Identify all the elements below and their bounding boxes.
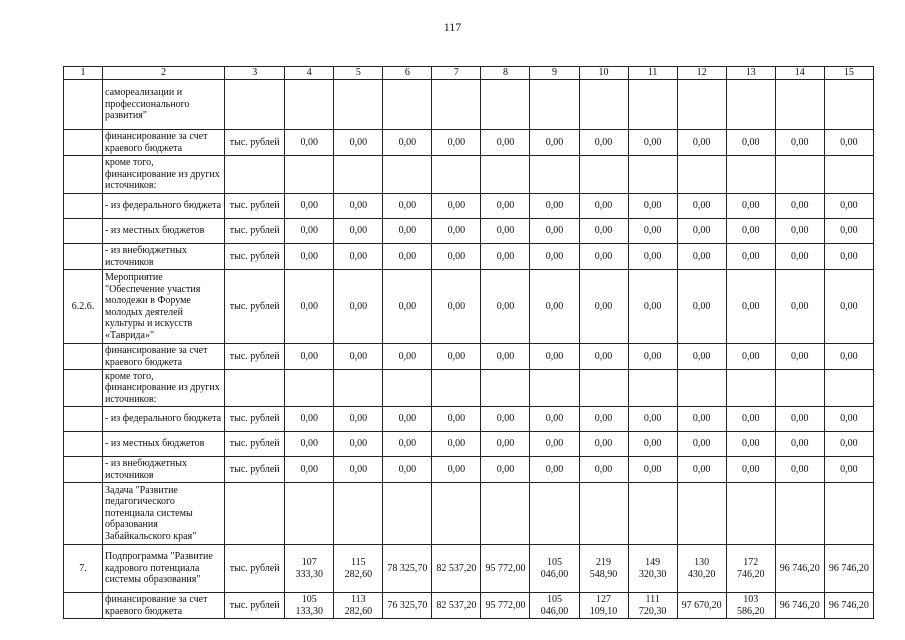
value-cell: 0,00: [579, 344, 628, 370]
item-number: [64, 80, 103, 130]
value-cell: [334, 370, 383, 407]
value-cell: 0,00: [285, 244, 334, 270]
item-name: - из местных бюджетов: [103, 219, 225, 244]
item-name: Мероприятие "Обеспечение участия молодежи в Форуме молодых деятелей культуры и искусств «Таврида»": [103, 270, 225, 344]
value-cell: 0,00: [628, 194, 677, 219]
value-cell: [775, 80, 824, 130]
value-cell: 0,00: [579, 457, 628, 483]
unit-cell: [225, 156, 285, 194]
value-cell: 0,00: [628, 244, 677, 270]
value-cell: 0,00: [432, 457, 481, 483]
value-cell: 0,00: [481, 219, 530, 244]
value-cell: [530, 156, 579, 194]
value-cell: 0,00: [677, 194, 726, 219]
value-cell: 0,00: [432, 432, 481, 457]
value-cell: 0,00: [628, 219, 677, 244]
value-cell: 0,00: [824, 407, 873, 432]
value-cell: [481, 483, 530, 545]
value-cell: 0,00: [677, 432, 726, 457]
value-cell: 0,00: [726, 244, 775, 270]
value-cell: 105 046,00: [530, 593, 579, 619]
value-cell: 0,00: [285, 130, 334, 156]
value-cell: 0,00: [285, 219, 334, 244]
column-number: 7: [432, 67, 481, 80]
table-row: [64, 80, 874, 130]
value-cell: [530, 483, 579, 545]
value-cell: [579, 370, 628, 407]
table-row: [64, 370, 874, 407]
value-cell: 0,00: [432, 407, 481, 432]
item-name: - из федерального бюджета: [103, 407, 225, 432]
value-cell: [775, 156, 824, 194]
value-cell: 219 548,90: [579, 545, 628, 593]
page-number: 117: [443, 20, 462, 34]
table-row: [64, 545, 874, 593]
value-cell: 95 772,00: [481, 593, 530, 619]
item-number: [64, 156, 103, 194]
value-cell: [383, 483, 432, 545]
table-row: [64, 156, 874, 194]
value-cell: [824, 370, 873, 407]
value-cell: 0,00: [726, 130, 775, 156]
value-cell: 0,00: [530, 344, 579, 370]
unit-cell: [225, 370, 285, 407]
value-cell: 0,00: [579, 219, 628, 244]
value-cell: 97 670,20: [677, 593, 726, 619]
value-cell: 0,00: [824, 130, 873, 156]
value-cell: 0,00: [775, 130, 824, 156]
value-cell: 0,00: [726, 407, 775, 432]
column-number: 4: [285, 67, 334, 80]
value-cell: 96 746,20: [775, 593, 824, 619]
value-cell: 0,00: [628, 270, 677, 344]
value-cell: [677, 80, 726, 130]
unit-cell: тыс. рублей: [225, 432, 285, 457]
value-cell: 0,00: [481, 130, 530, 156]
value-cell: 0,00: [726, 194, 775, 219]
value-cell: 0,00: [285, 407, 334, 432]
item-name: - из внебюджетных источников: [103, 244, 225, 270]
value-cell: [628, 156, 677, 194]
value-cell: 0,00: [775, 432, 824, 457]
value-cell: 0,00: [726, 219, 775, 244]
table-row: [64, 130, 874, 156]
value-cell: 105 133,30: [285, 593, 334, 619]
value-cell: 127 109,10: [579, 593, 628, 619]
item-name: финансирование за счет краевого бюджета: [103, 344, 225, 370]
value-cell: 0,00: [383, 457, 432, 483]
value-cell: 0,00: [677, 219, 726, 244]
value-cell: 0,00: [481, 344, 530, 370]
value-cell: [726, 483, 775, 545]
unit-cell: [225, 80, 285, 130]
value-cell: 0,00: [285, 270, 334, 344]
value-cell: 0,00: [383, 270, 432, 344]
value-cell: [285, 483, 334, 545]
column-number: 13: [726, 67, 775, 80]
value-cell: [432, 156, 481, 194]
unit-cell: тыс. рублей: [225, 194, 285, 219]
column-number: 12: [677, 67, 726, 80]
table-row: [64, 344, 874, 370]
value-cell: 0,00: [579, 194, 628, 219]
column-number: 9: [530, 67, 579, 80]
item-name: кроме того, финансирование из других источников:: [103, 156, 225, 194]
value-cell: 95 772,00: [481, 545, 530, 593]
value-cell: 0,00: [432, 344, 481, 370]
item-number: [64, 593, 103, 619]
value-cell: 0,00: [481, 407, 530, 432]
unit-cell: тыс. рублей: [225, 457, 285, 483]
value-cell: 0,00: [775, 244, 824, 270]
value-cell: 0,00: [383, 194, 432, 219]
unit-cell: тыс. рублей: [225, 344, 285, 370]
value-cell: 105 046,00: [530, 545, 579, 593]
column-number: 3: [225, 67, 285, 80]
value-cell: 149 320,30: [628, 545, 677, 593]
value-cell: 0,00: [334, 407, 383, 432]
value-cell: 0,00: [579, 407, 628, 432]
value-cell: 0,00: [334, 244, 383, 270]
item-name: - из федерального бюджета: [103, 194, 225, 219]
value-cell: 0,00: [383, 244, 432, 270]
table-row: [64, 457, 874, 483]
value-cell: 130 430,20: [677, 545, 726, 593]
value-cell: 113 282,60: [334, 593, 383, 619]
item-number: [64, 130, 103, 156]
value-cell: 0,00: [775, 407, 824, 432]
column-number: 14: [775, 67, 824, 80]
value-cell: [579, 483, 628, 545]
value-cell: 0,00: [334, 457, 383, 483]
value-cell: 0,00: [824, 457, 873, 483]
value-cell: [383, 156, 432, 194]
value-cell: [677, 370, 726, 407]
value-cell: 0,00: [334, 270, 383, 344]
value-cell: [285, 156, 334, 194]
item-number: [64, 194, 103, 219]
value-cell: 0,00: [383, 407, 432, 432]
value-cell: 0,00: [824, 432, 873, 457]
item-number: [64, 344, 103, 370]
value-cell: 0,00: [383, 130, 432, 156]
unit-cell: [225, 483, 285, 545]
value-cell: 0,00: [579, 130, 628, 156]
table-row: [64, 270, 874, 344]
table-row: [64, 407, 874, 432]
value-cell: 0,00: [628, 130, 677, 156]
value-cell: [775, 483, 824, 545]
value-cell: 0,00: [530, 244, 579, 270]
value-cell: 0,00: [824, 194, 873, 219]
value-cell: 0,00: [432, 270, 481, 344]
value-cell: [628, 483, 677, 545]
value-cell: 0,00: [775, 457, 824, 483]
value-cell: 0,00: [530, 270, 579, 344]
value-cell: 0,00: [775, 344, 824, 370]
value-cell: 0,00: [334, 130, 383, 156]
unit-cell: тыс. рублей: [225, 244, 285, 270]
value-cell: [579, 156, 628, 194]
value-cell: [579, 80, 628, 130]
value-cell: [824, 156, 873, 194]
value-cell: 0,00: [726, 457, 775, 483]
value-cell: [628, 80, 677, 130]
table-row: [64, 244, 874, 270]
table-row: [64, 483, 874, 545]
column-number: 5: [334, 67, 383, 80]
item-name: - из внебюджетных источников: [103, 457, 225, 483]
value-cell: 0,00: [481, 270, 530, 344]
item-number: [64, 432, 103, 457]
item-number: [64, 219, 103, 244]
value-cell: 0,00: [334, 344, 383, 370]
item-number: [64, 457, 103, 483]
item-name: финансирование за счет краевого бюджета: [103, 130, 225, 156]
value-cell: [530, 370, 579, 407]
value-cell: 0,00: [726, 344, 775, 370]
value-cell: 0,00: [530, 219, 579, 244]
column-number: 10: [579, 67, 628, 80]
value-cell: 0,00: [481, 432, 530, 457]
value-cell: [481, 80, 530, 130]
column-number: 8: [481, 67, 530, 80]
unit-cell: тыс. рублей: [225, 130, 285, 156]
value-cell: 0,00: [726, 270, 775, 344]
value-cell: 103 586,20: [726, 593, 775, 619]
value-cell: 0,00: [628, 432, 677, 457]
value-cell: [285, 370, 334, 407]
value-cell: 0,00: [334, 432, 383, 457]
column-number: 2: [103, 67, 225, 80]
value-cell: [334, 80, 383, 130]
value-cell: 0,00: [775, 194, 824, 219]
value-cell: 82 537,20: [432, 593, 481, 619]
value-cell: 0,00: [677, 244, 726, 270]
value-cell: 0,00: [824, 219, 873, 244]
column-number: 15: [824, 67, 873, 80]
value-cell: 0,00: [677, 130, 726, 156]
table-header-row: [64, 67, 874, 80]
value-cell: 0,00: [383, 344, 432, 370]
value-cell: 0,00: [628, 344, 677, 370]
value-cell: 82 537,20: [432, 545, 481, 593]
value-cell: 0,00: [432, 194, 481, 219]
value-cell: 0,00: [824, 244, 873, 270]
value-cell: [383, 370, 432, 407]
item-number: [64, 370, 103, 407]
value-cell: 0,00: [775, 219, 824, 244]
column-number: 1: [64, 67, 103, 80]
budget-table: [63, 66, 874, 619]
value-cell: [383, 80, 432, 130]
value-cell: 78 325,70: [383, 545, 432, 593]
value-cell: 0,00: [530, 130, 579, 156]
value-cell: [334, 483, 383, 545]
item-name: финансирование за счет краевого бюджета: [103, 593, 225, 619]
item-number: [64, 244, 103, 270]
value-cell: 0,00: [530, 407, 579, 432]
item-number: [64, 407, 103, 432]
value-cell: [481, 370, 530, 407]
value-cell: [432, 483, 481, 545]
column-number: 11: [628, 67, 677, 80]
value-cell: 0,00: [677, 407, 726, 432]
value-cell: 0,00: [285, 344, 334, 370]
value-cell: 0,00: [432, 219, 481, 244]
value-cell: 0,00: [334, 194, 383, 219]
value-cell: 0,00: [677, 270, 726, 344]
value-cell: 107 333,30: [285, 545, 334, 593]
unit-cell: тыс. рублей: [225, 407, 285, 432]
item-name: кроме того, финансирование из других источников:: [103, 370, 225, 407]
value-cell: 0,00: [579, 270, 628, 344]
value-cell: [432, 80, 481, 130]
value-cell: 0,00: [432, 244, 481, 270]
item-name: Задача "Развитие педагогического потенциала системы образования Забайкальского края": [103, 483, 225, 545]
value-cell: 0,00: [285, 194, 334, 219]
value-cell: 0,00: [530, 432, 579, 457]
value-cell: 0,00: [383, 432, 432, 457]
value-cell: 96 746,20: [824, 593, 873, 619]
value-cell: 0,00: [677, 457, 726, 483]
value-cell: [824, 80, 873, 130]
item-name: Подпрограмма "Развитие кадрового потенциала системы образования": [103, 545, 225, 593]
value-cell: [677, 156, 726, 194]
value-cell: 0,00: [285, 457, 334, 483]
value-cell: 0,00: [530, 194, 579, 219]
value-cell: 0,00: [579, 432, 628, 457]
unit-cell: тыс. рублей: [225, 270, 285, 344]
value-cell: 0,00: [775, 270, 824, 344]
value-cell: 0,00: [383, 219, 432, 244]
item-name: самореализации и профессионального развития": [103, 80, 225, 130]
value-cell: [334, 156, 383, 194]
value-cell: 115 282,60: [334, 545, 383, 593]
value-cell: 0,00: [481, 457, 530, 483]
value-cell: 0,00: [579, 244, 628, 270]
value-cell: 0,00: [824, 344, 873, 370]
table-row: [64, 593, 874, 619]
value-cell: 76 325,70: [383, 593, 432, 619]
item-name: - из местных бюджетов: [103, 432, 225, 457]
value-cell: [726, 80, 775, 130]
value-cell: [481, 156, 530, 194]
value-cell: 0,00: [285, 432, 334, 457]
unit-cell: тыс. рублей: [225, 593, 285, 619]
value-cell: 0,00: [628, 407, 677, 432]
unit-cell: тыс. рублей: [225, 219, 285, 244]
value-cell: 0,00: [726, 432, 775, 457]
value-cell: 172 746,20: [726, 545, 775, 593]
value-cell: [824, 483, 873, 545]
value-cell: 0,00: [677, 344, 726, 370]
value-cell: 0,00: [481, 194, 530, 219]
item-number: 6.2.6.: [64, 270, 103, 344]
value-cell: [775, 370, 824, 407]
column-number: 6: [383, 67, 432, 80]
unit-cell: тыс. рублей: [225, 545, 285, 593]
table-row: [64, 219, 874, 244]
value-cell: 96 746,20: [824, 545, 873, 593]
value-cell: [677, 483, 726, 545]
item-number: [64, 483, 103, 545]
value-cell: [432, 370, 481, 407]
value-cell: [285, 80, 334, 130]
table-row: [64, 432, 874, 457]
value-cell: 0,00: [334, 219, 383, 244]
table-row: [64, 194, 874, 219]
value-cell: 96 746,20: [775, 545, 824, 593]
item-number: 7.: [64, 545, 103, 593]
value-cell: 111 720,30: [628, 593, 677, 619]
value-cell: [726, 370, 775, 407]
value-cell: 0,00: [530, 457, 579, 483]
value-cell: [726, 156, 775, 194]
value-cell: 0,00: [824, 270, 873, 344]
value-cell: 0,00: [432, 130, 481, 156]
value-cell: [530, 80, 579, 130]
value-cell: 0,00: [628, 457, 677, 483]
value-cell: [628, 370, 677, 407]
value-cell: 0,00: [481, 244, 530, 270]
